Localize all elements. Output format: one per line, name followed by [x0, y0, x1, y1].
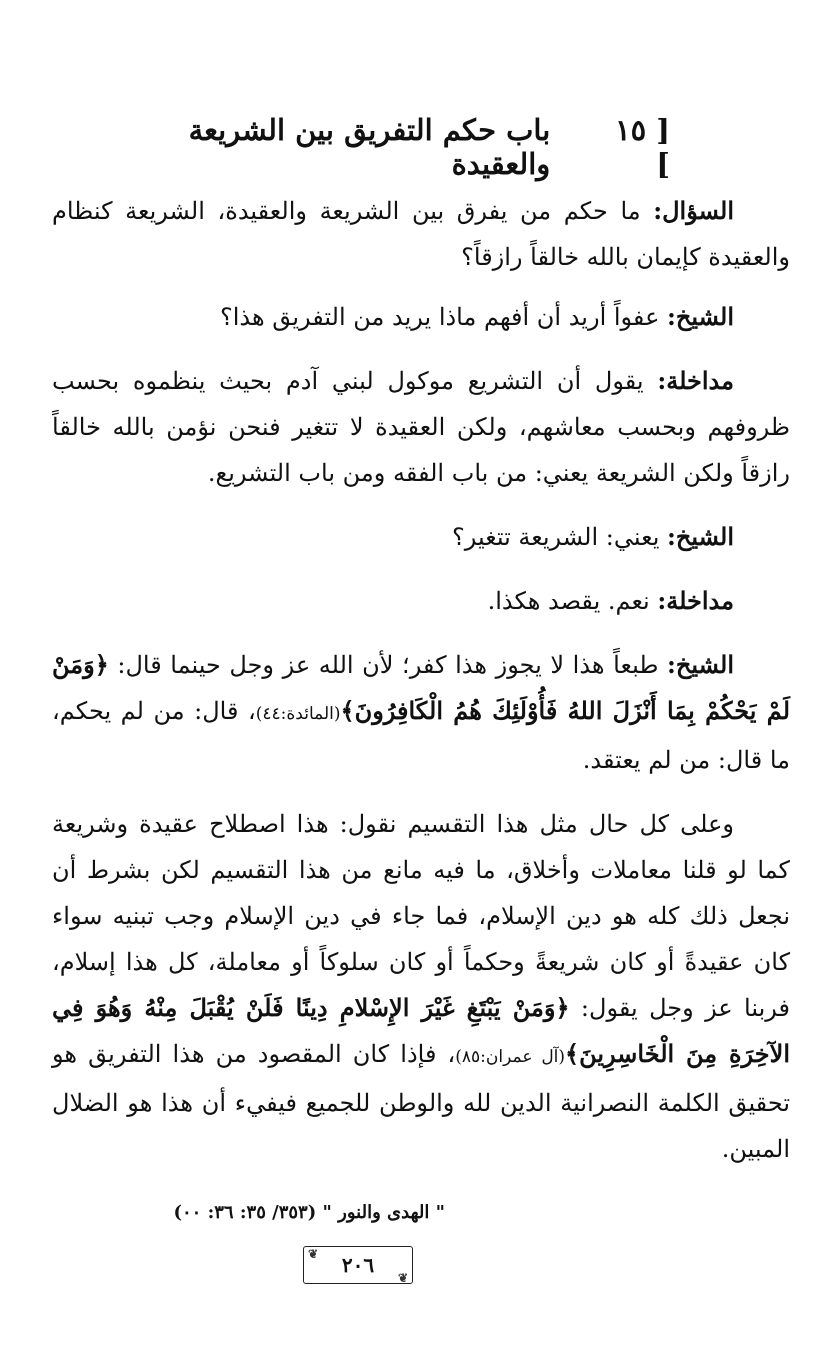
speaker-label: الشيخ: — [667, 522, 734, 551]
chapter-heading — [182, 113, 670, 181]
paragraph-text: طبعاً هذا لا يجوز هذا كفر؛ لأن الله عز وجل حينما قال: — [108, 651, 668, 679]
page-number: ٢٠٦ — [341, 1253, 375, 1277]
speaker-label: مداخلة: — [657, 586, 734, 615]
intervention-paragraph — [52, 578, 790, 624]
paragraph-text: عفواً أريد أن أفهم ماذا يريد من التفريق هذا؟ — [220, 303, 668, 331]
paragraph-text: ، قال: من لم يحكم، ما قال: من لم يعتقد. — [52, 697, 790, 774]
speaker-label: مداخلة: — [657, 366, 734, 395]
paragraph-text: يقول أن التشريع موكول لبني آدم بحيث ينظموه بحسب ظروفهم وبحسب معاشهم، ولكن العقيدة لا تتغير فنحن نؤمن بالله خالقاً رازقاً ولكن الشريعة يعني: من باب الفقه ومن باب التشريع. — [52, 367, 790, 487]
verse-reference: (المائدة:٤٤) — [255, 704, 341, 724]
paragraph-text: وعلى كل حال مثل هذا التقسيم نقول: هذا اصطلاح عقيدة وشريعة كما لو قلنا معاملات وأخلاق، ما فيه مانع من هذا التقسيم لكن بشرط أن نجعل ذلك كله هو دين الإسلام، فما جاء في دين الإسلام وجب تبنيه سواء كان عقيدةً أو كان شريعةً وحكماً أو كان سلوكاً أو معاملة، كل هذا إسلام، فربنا عز وجل يقول: — [52, 810, 790, 1022]
corner-ornament-icon: ❦ — [308, 1247, 319, 1261]
paragraph-text: نعم. يقصد هكذا. — [487, 587, 658, 615]
sheikh-paragraph — [52, 294, 790, 340]
chapter-title: باب حكم التفريق بين الشريعة والعقيدة — [188, 113, 551, 181]
page-body — [52, 188, 790, 1190]
paragraph-text: ، فإذا كان المقصود من هذا التفريق هو تحقيق الكلمة النصرانية الدين لله والوطن للجميع فيفيء أن هذا هو الضلال المبين. — [52, 1040, 790, 1163]
page-number-frame — [303, 1246, 413, 1284]
book-page — [52, 0, 790, 1368]
question-paragraph — [52, 188, 790, 280]
conclusion-paragraph — [52, 801, 790, 1172]
speaker-label: السؤال: — [653, 196, 734, 225]
speaker-label: الشيخ: — [667, 650, 734, 679]
source-citation: " الهدى والنور " (٣٥٣/ ٣٥: ٣٦: ٠٠) — [173, 1202, 445, 1223]
intervention-paragraph — [52, 358, 790, 496]
paragraph-text: ما حكم من يفرق بين الشريعة والعقيدة، الشريعة كنظام والعقيدة كإيمان بالله خالقاً رازقاً؟ — [52, 197, 790, 271]
sheikh-paragraph — [52, 642, 790, 783]
quran-verse: ﴿وَمَنْ يَبْتَغِ غَيْرَ الإِسْلامِ دِينًا فَلَنْ يُقْبَلَ مِنْهُ وَهُوَ فِي الآخِرَةِ مِنَ الْخَاسِرِينَ﴾ — [52, 993, 790, 1068]
verse-reference: (آل عمران:٨٥) — [455, 1047, 566, 1067]
sheikh-paragraph — [52, 514, 790, 560]
paragraph-text: يعني: الشريعة تتغير؟ — [452, 523, 668, 551]
speaker-label: الشيخ: — [667, 302, 734, 331]
corner-ornament-icon: ❦ — [397, 1271, 408, 1285]
quran-verse: ﴿وَمَنْ لَمْ يَحْكُمْ بِمَا أَنْزَلَ اللهُ فَأُوْلَئِكَ هُمُ الْكَافِرُونَ﴾ — [52, 650, 791, 725]
chapter-number: [ ١٥ ] — [615, 113, 670, 181]
